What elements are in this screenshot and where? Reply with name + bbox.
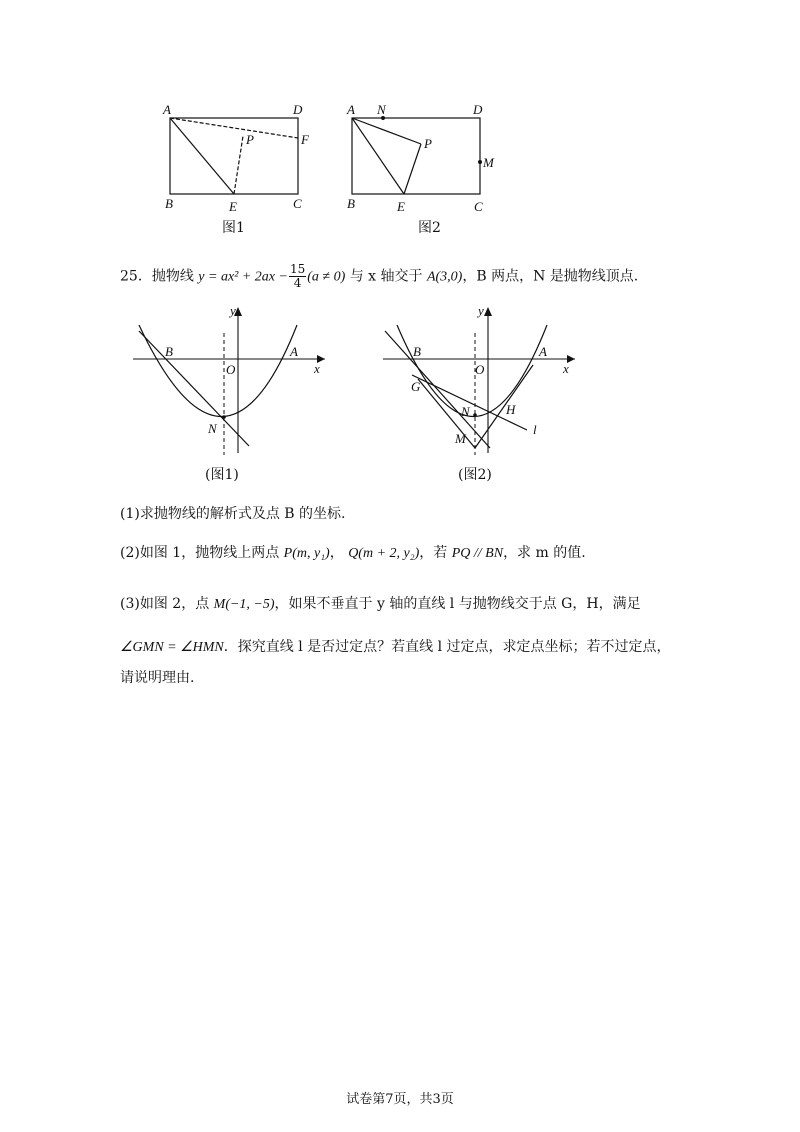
label-b: B xyxy=(165,196,173,211)
label-a: A xyxy=(163,102,171,117)
segment-af-dashed xyxy=(170,118,298,138)
frac-numerator: 15 xyxy=(289,262,306,276)
q2-condition: PQ // BN xyxy=(451,546,504,561)
label-n: N xyxy=(377,102,386,117)
equation-main: y = ax² + 2ax − xyxy=(198,269,288,285)
label-f: F xyxy=(301,132,309,147)
problem-25-statement xyxy=(120,263,638,290)
label-o: O xyxy=(475,362,485,377)
label-n: N xyxy=(461,404,470,419)
figure-parabola-1 xyxy=(125,303,335,488)
q3-point-m: M(−1, −5) xyxy=(213,597,275,612)
label-l: l xyxy=(533,422,537,437)
point-m xyxy=(478,160,482,164)
q3-prefix: (3)如图 2，点 xyxy=(120,596,210,612)
label-g: G xyxy=(411,379,421,394)
figure-parabola-2 xyxy=(375,303,585,488)
q2-comma: ， xyxy=(329,545,344,561)
label-c: C xyxy=(293,196,302,211)
rectangle-abcd xyxy=(170,118,298,194)
q2-suffix: ，求 m 的值. xyxy=(503,545,586,561)
segment-mh xyxy=(475,365,533,448)
line-bn xyxy=(139,331,249,446)
q2-mid: ，若 xyxy=(419,545,448,561)
label-a: A xyxy=(539,344,547,359)
caption-parabola-fig2: (图2) xyxy=(458,467,492,483)
intro-mid: 与 x 轴交于 xyxy=(349,268,423,285)
label-m: M xyxy=(483,155,494,170)
label-y: y xyxy=(478,303,484,318)
label-h: H xyxy=(506,402,516,417)
label-o: O xyxy=(226,362,236,377)
label-b: B xyxy=(413,344,421,359)
frac-denominator: 4 xyxy=(293,276,302,290)
question-1: (1)求抛物线的解析式及点 B 的坐标. xyxy=(120,506,346,522)
question-2 xyxy=(120,542,586,562)
intro-prefix: 抛物线 xyxy=(151,268,194,285)
q2-prefix: (2)如图 1，抛物线上两点 xyxy=(120,545,280,561)
segment-ae xyxy=(170,118,234,194)
problem-number: 25． xyxy=(120,268,152,285)
q2-point-q: Q(m + 2, y₂) xyxy=(348,546,420,561)
label-p: P xyxy=(246,132,254,147)
label-m: M xyxy=(455,431,466,446)
parabola-curve xyxy=(139,325,297,417)
intro-suffix: ，B 两点，N 是抛物线顶点. xyxy=(462,268,639,285)
label-d: D xyxy=(473,102,483,117)
q3-suffix: ，如果不垂直于 y 轴的直线 l 与抛物线交于点 G，H，满足 xyxy=(274,596,641,612)
q2-point-p: P(m, y₁) xyxy=(283,546,330,561)
question-3-line-2 xyxy=(120,636,671,656)
label-a: A xyxy=(347,102,355,117)
caption-parabola-fig1: (图1) xyxy=(205,467,239,483)
label-c: C xyxy=(474,199,483,214)
fraction-15-over-4 xyxy=(289,263,306,290)
question-3-line-3: 请说明理由. xyxy=(120,670,195,686)
point-n xyxy=(473,413,477,417)
segment-ap xyxy=(352,118,421,144)
label-b: B xyxy=(165,344,173,359)
segment-ep xyxy=(404,144,421,194)
question-3-line-1 xyxy=(120,593,641,613)
q3-line2: ．探究直线 l 是否过定点？若直线 l 过定点，求定点坐标；若不过定点， xyxy=(223,639,671,655)
label-e: E xyxy=(229,199,237,214)
label-e: E xyxy=(397,199,405,214)
q3-angle-condition: ∠GMN = ∠HMN xyxy=(120,640,224,655)
caption-fig1: 图1 xyxy=(222,220,245,236)
label-n: N xyxy=(208,421,217,436)
y-axis-arrow xyxy=(484,307,492,316)
label-p: P xyxy=(424,136,432,151)
point-a-coordinates: A(3,0) xyxy=(426,269,463,285)
label-x: x xyxy=(563,361,569,376)
parabola-curve xyxy=(397,325,547,417)
line-bn xyxy=(385,331,490,448)
rectangle-abcd xyxy=(352,118,480,194)
equation-condition: (a ≠ 0) xyxy=(307,269,346,285)
segment-ae xyxy=(352,118,404,194)
label-d: D xyxy=(293,102,303,117)
label-x: x xyxy=(314,361,320,376)
point-n xyxy=(222,415,226,419)
segment-ep-dashed xyxy=(234,136,243,194)
label-a: A xyxy=(290,344,298,359)
page-footer: 试卷第7页，共3页 xyxy=(346,1092,454,1107)
label-b: B xyxy=(347,196,355,211)
caption-fig2: 图2 xyxy=(418,220,441,236)
label-y: y xyxy=(230,303,236,318)
